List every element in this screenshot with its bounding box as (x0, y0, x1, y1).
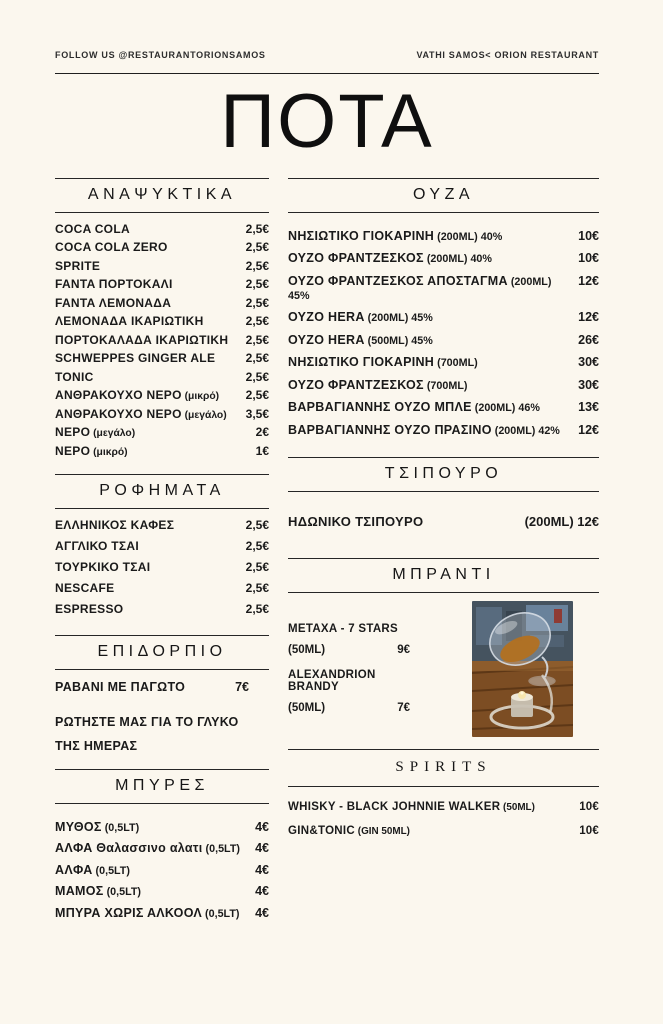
menu-item-detail: (μεγάλο) (181, 409, 227, 421)
menu-item-price: 2,5€ (245, 369, 269, 384)
menu-item-row (288, 400, 599, 414)
menu-item-row (288, 825, 599, 837)
menu-item-detail: (μικρό) (181, 391, 220, 403)
menu-item-price: 12€ (578, 422, 599, 437)
menu-item-label: ΟΥΖΟ HERA (200ML) 45% (288, 310, 433, 325)
header-divider (55, 73, 599, 74)
brandy-item-price: 7€ (397, 701, 410, 714)
section-beers (55, 769, 269, 940)
left-column (55, 178, 269, 940)
menu-item-price: 13€ (578, 400, 599, 415)
menu-item-detail: (50ML) (500, 801, 535, 813)
menu-item-label: ΟΥΖΟ ΦΡΑΝΤΖΕΣΚΟΣ ΑΠΟΣΤΑΓΜΑ (200ML) 45% (288, 273, 552, 302)
menu-item-row (55, 425, 269, 439)
menu-item-price: 2€ (255, 425, 269, 440)
menu-item-price: 10€ (579, 800, 599, 813)
menu-item-label: ΑΓΓΛΙΚΟ ΤΣΑΙ (55, 539, 140, 554)
social-handle: FOLLOW US @RESTAURANTORIONSAMOS (55, 50, 266, 60)
item-list-rofimata (55, 509, 269, 635)
page-title: ΠΟΤΑ (220, 79, 434, 164)
brandy-item-name: ALEXANDRION BRANDY (288, 668, 376, 693)
menu-item-price: 10€ (579, 824, 599, 837)
menu-item-row (288, 333, 599, 347)
menu-item-price: 2,5€ (245, 351, 269, 366)
menu-item-label: ΑΝΘΡΑΚΟΥΧΟ ΝΕΡΟ (μικρό) (55, 388, 220, 403)
menu-item-row (288, 229, 599, 243)
menu-item-price: 2,5€ (245, 258, 269, 273)
menu-item-label: ΝΕΡΟ (μικρό) (55, 443, 128, 458)
brandy-entry (288, 623, 416, 656)
section-heading-beers: ΜΠΥΡΕΣ (115, 776, 209, 794)
menu-item-detail: (700ML) (423, 379, 468, 392)
menu-item-detail: (200ML) 46% (471, 402, 540, 415)
menu-item-row (288, 423, 599, 437)
menu-item-label: ΑΝΘΡΑΚΟΥΧΟ ΝΕΡΟ (μεγάλο) (55, 406, 227, 421)
section-heading-brandy: ΜΠΡΑΝΤΙ (392, 565, 495, 583)
menu-item-price: 30€ (578, 355, 599, 370)
menu-item-price: 2,5€ (245, 560, 269, 575)
menu-item-price: 4€ (255, 905, 269, 920)
menu-item-price: 3,5€ (245, 406, 269, 421)
menu-item-row (55, 906, 269, 920)
brandy-item-size: (50ML) (288, 701, 326, 714)
menu-item-row (55, 680, 269, 694)
menu-item-row (288, 801, 599, 813)
menu-item-price: 2,5€ (245, 388, 269, 403)
menu-item-label: COCA COLA (55, 221, 130, 236)
menu-item-label: ΝΕΡΟ (μεγάλο) (55, 425, 136, 440)
menu-item-row (55, 259, 269, 273)
menu-item-detail: (200ML) 42% (491, 424, 560, 437)
brandy-glass-photo (472, 601, 573, 737)
menu-item-row (55, 602, 269, 616)
brandy-size-price-row (288, 702, 410, 714)
menu-item-label: SPRITE (55, 258, 101, 273)
menu-item-label: ΠΟΡΤΟΚΑΛΑΔΑ ΙΚΑΡΙΩΤΙΚΗ (55, 332, 229, 347)
menu-item-row (55, 277, 269, 291)
menu-item-row (55, 841, 269, 855)
menu-item-row (55, 560, 269, 574)
menu-item-row (55, 863, 269, 877)
menu-item-label: ΛΕΜΟΝΑΔΑ ΙΚΑΡΙΩΤΙΚΗ (55, 314, 204, 329)
menu-item-row (55, 351, 269, 365)
menu-item-label: GIN&TONIC (GIN 50ML) (288, 824, 410, 837)
item-list-tsipouro (288, 492, 599, 558)
menu-item-price: 26€ (578, 332, 599, 347)
menu-item-row (55, 222, 269, 236)
brandy-entry (288, 669, 416, 714)
menu-item-row (55, 296, 269, 310)
menu-item-price: 2,5€ (245, 240, 269, 255)
menu-item-price: 2,5€ (245, 314, 269, 329)
item-list-spirits (288, 787, 599, 861)
menu-item-detail: (200ML) 40% (423, 253, 492, 266)
menu-item-price: 10€ (578, 251, 599, 266)
menu-item-row (288, 355, 599, 369)
menu-item-label: FANTA ΛΕΜΟΝΑΔΑ (55, 295, 172, 310)
menu-item-price: 10€ (578, 228, 599, 243)
menu-item-price: 2,5€ (245, 332, 269, 347)
right-column (288, 178, 599, 861)
section-brandy (288, 558, 599, 749)
menu-item-price: (200ML) 12€ (524, 514, 599, 530)
section-ouza (288, 178, 599, 458)
section-epidorpio (55, 635, 269, 769)
menu-item-label: ΒΑΡΒΑΓΙΑΝΝΗΣ ΟΥΖΟ ΜΠΛΕ (200ML) 46% (288, 400, 540, 415)
menu-item-label: COCA COLA ZERO (55, 240, 168, 255)
menu-item-row (55, 388, 269, 402)
menu-item-row (55, 333, 269, 347)
menu-item-row (55, 884, 269, 898)
menu-item-detail: (0,5LT) (101, 821, 140, 834)
menu-item-price: 2,5€ (245, 277, 269, 292)
section-heading-tsipouro: ΤΣΙΠΟΥΡΟ (384, 465, 503, 483)
menu-item-row (55, 444, 269, 458)
section-anapsyktika (55, 178, 269, 475)
section-tsipouro (288, 457, 599, 558)
menu-item-price: 2,5€ (245, 581, 269, 596)
menu-item-price: 4€ (255, 884, 269, 899)
brandy-item-price: 9€ (397, 643, 410, 656)
menu-item-detail: (200ML) 45% (288, 275, 552, 302)
menu-item-row (55, 518, 269, 532)
menu-item-row (288, 274, 599, 302)
item-list-ouza (288, 213, 599, 458)
menu-item-price: 4€ (255, 841, 269, 856)
menu-item-label: ΝΗΣΙΩΤΙΚΟ ΓΙΟΚΑΡΙΝΗ (700ML) (288, 355, 478, 370)
menu-item-price: 2,5€ (245, 221, 269, 236)
menu-item-price: 30€ (578, 377, 599, 392)
brandy-size-price-row (288, 644, 410, 656)
menu-item-price: 4€ (255, 819, 269, 834)
menu-item-detail: (200ML) 40% (434, 230, 503, 243)
menu-item-detail: (GIN 50ML) (355, 825, 410, 837)
brandy-block (288, 593, 599, 749)
brandy-item-name: METAXA - 7 STARS (288, 622, 399, 635)
menu-item-label: ESPRESSO (55, 602, 124, 617)
section-heading-ouza: ΟΥΖΑ (412, 185, 475, 203)
section-heading-anapsyktika: ΑΝΑΨΥΚΤΙΚΑ (87, 185, 237, 203)
menu-columns (55, 178, 599, 940)
menu-item-row (55, 240, 269, 254)
menu-item-row (288, 310, 599, 324)
menu-item-label: ΑΛΦΑ Θαλασσινο αλατι (0,5LT) (55, 841, 240, 856)
menu-item-row (55, 370, 269, 384)
menu-item-row (55, 820, 269, 834)
menu-item-detail: (700ML) (434, 357, 478, 370)
menu-item-row (55, 539, 269, 553)
menu-item-label: SCHWEPPES GINGER ALE (55, 351, 216, 366)
menu-item-label: ΤΟΥΡΚΙΚΟ ΤΣΑΙ (55, 560, 151, 575)
section-rofimata (55, 474, 269, 635)
menu-item-label: ΒΑΡΒΑΓΙΑΝΝΗΣ ΟΥΖΟ ΠΡΑΣΙΝΟ (200ML) 42% (288, 422, 560, 437)
item-list-beers (55, 804, 269, 940)
menu-item-label: ΜΠΥΡΑ ΧΩΡΙΣ ΑΛΚΟΟΛ (0,5LT) (55, 905, 240, 920)
menu-item-row (288, 514, 599, 529)
menu-item-price: 2,5€ (245, 539, 269, 554)
top-header (55, 50, 599, 60)
menu-item-label: FANTA ΠΟΡΤΟΚΑΛΙ (55, 277, 173, 292)
menu-item-detail: (0,5LT) (103, 886, 142, 899)
menu-item-row (55, 314, 269, 328)
menu-item-price: 1€ (255, 443, 269, 458)
menu-item-detail: (0,5LT) (202, 843, 240, 856)
menu-item-label: ΟΥΖΟ ΦΡΑΝΤΖΕΣΚΟΣ (700ML) (288, 377, 468, 392)
menu-item-detail: (200ML) 45% (364, 312, 433, 325)
menu-item-price: 7€ (235, 680, 249, 695)
section-spirits (288, 749, 599, 861)
menu-item-price: 2,5€ (245, 518, 269, 533)
menu-item-label: NESCAFE (55, 581, 115, 596)
menu-item-label: ΟΥΖΟ ΦΡΑΝΤΖΕΣΚΟΣ (200ML) 40% (288, 251, 492, 266)
section-heading-epidorpio: ΕΠΙΔΟΡΠΙΟ (97, 643, 227, 661)
menu-item-row (55, 581, 269, 595)
menu-item-label: ΟΥΖΟ HERA (500ML) 45% (288, 332, 433, 347)
menu-item-detail: (μικρό) (90, 446, 128, 458)
item-list-anapsyktika (55, 213, 269, 475)
restaurant-name: VATHI SAMOS< ORION RESTAURANT (416, 50, 599, 60)
brandy-item-size: (50ML) (288, 643, 326, 656)
menu-item-label: ΗΔΩΝΙΚΟ ΤΣΙΠΟΥΡΟ (288, 514, 424, 530)
dessert-of-the-day-note: ΡΩΤΗΣΤΕ ΜΑΣ ΓΙΑ ΤΟ ΓΛΥΚΟ ΤΗΣ ΗΜΕΡΑΣ (55, 715, 239, 754)
menu-item-detail: (0,5LT) (202, 907, 240, 920)
menu-item-price: 2,5€ (245, 295, 269, 310)
menu-item-detail: (0,5LT) (92, 864, 130, 877)
menu-item-detail: (μεγάλο) (90, 428, 136, 440)
item-list-epidorpio (55, 670, 269, 710)
menu-item-label: ΜΥΘΟΣ (0,5LT) (55, 819, 140, 834)
menu-item-price: 2,5€ (245, 602, 269, 617)
menu-item-row (55, 407, 269, 421)
brandy-entry-list (288, 601, 416, 737)
menu-item-label: ΑΛΦΑ (0,5LT) (55, 862, 130, 877)
menu-item-label: TONIC (55, 369, 94, 384)
menu-item-price: 12€ (578, 273, 599, 288)
menu-item-label: ΕΛΛΗΝΙΚΟΣ ΚΑΦΕΣ (55, 518, 175, 533)
menu-item-label: ΝΗΣΙΩΤΙΚΟ ΓΙΟΚΑΡΙΝΗ (200ML) 40% (288, 228, 503, 243)
menu-item-row (288, 378, 599, 392)
menu-item-price: 4€ (255, 862, 269, 877)
menu-item-row (288, 251, 599, 265)
section-heading-rofimata: ΡΟΦΗΜΑΤΑ (99, 482, 225, 500)
menu-item-label: WHISKY - BLACK JOHNNIE WALKER (50ML) (288, 800, 535, 813)
section-heading-spirits: SPIRITS (395, 758, 492, 775)
menu-item-detail: (500ML) 45% (364, 334, 433, 347)
menu-item-label: ΜΑΜΟΣ (0,5LT) (55, 884, 142, 899)
menu-item-label: ΡΑΒΑΝΙ ΜΕ ΠΑΓΩΤΟ (55, 680, 186, 695)
menu-item-price: 12€ (578, 310, 599, 325)
